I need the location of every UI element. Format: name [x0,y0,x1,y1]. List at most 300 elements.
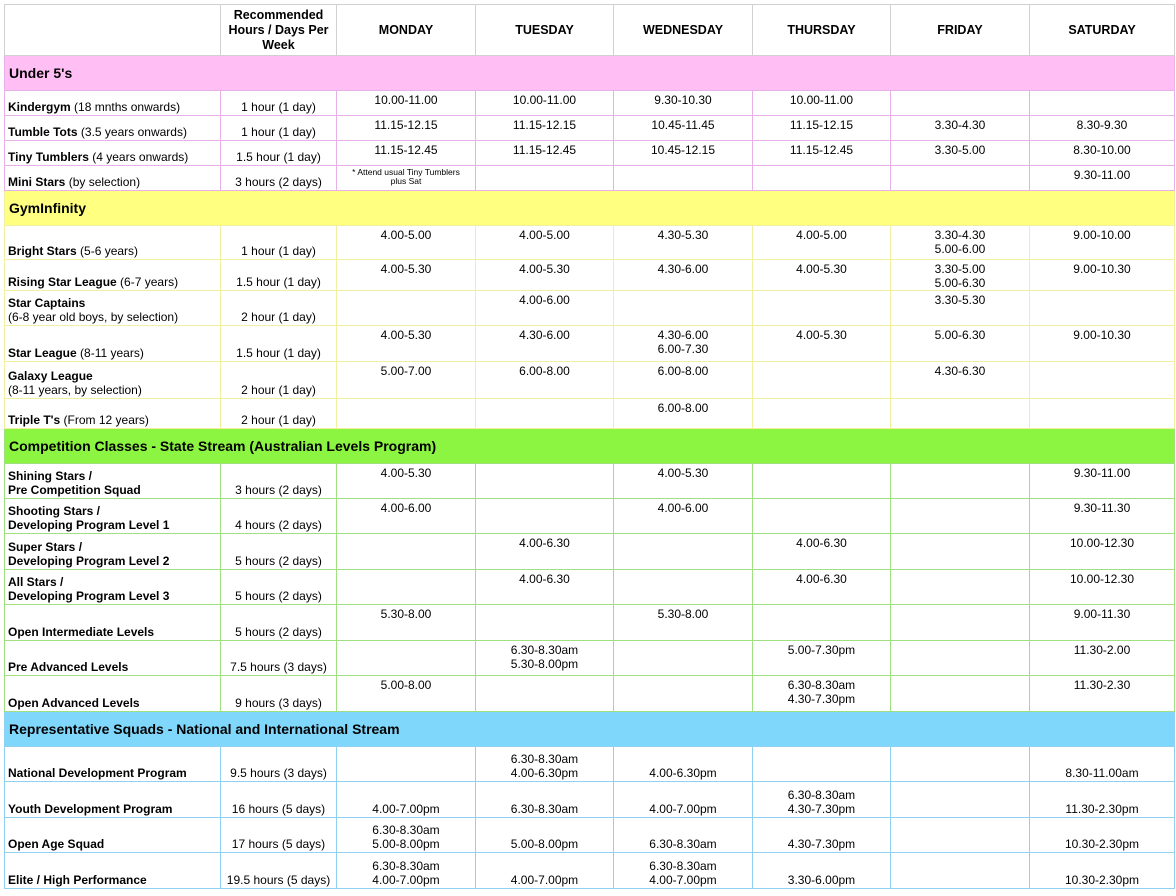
time-value: 4.00-5.30 [380,328,432,342]
time-cell-friday [891,570,1030,605]
time-cell-tuesday [476,291,614,326]
hours-value: 7.5 hours (3 days) [230,660,327,674]
time-cell-friday [891,166,1030,191]
time-cell-friday [891,399,1030,429]
hours-cell [221,534,337,570]
time-cell-tuesday [476,260,614,291]
time-cell-monday [337,91,476,116]
class-name: Open Intermediate Levels [8,625,155,639]
time-value: 4.30-7.30pm [787,837,856,851]
time-cell-friday [891,853,1030,889]
hours-cell [221,166,337,191]
hours-cell [221,464,337,499]
time-cell-monday [337,782,476,818]
time-value: 3.30-5.30 [934,293,986,307]
time-cell-saturday [1030,326,1175,362]
time-cell-thursday [753,399,891,429]
time-cell-wednesday [614,91,753,116]
time-cell-wednesday [614,605,753,641]
class-name: Super Stars / [8,540,83,554]
hours-value: 1.5 hour (1 day) [236,150,321,164]
time-value: 3.30-4.30 [934,228,986,242]
time-value: 4.00-5.00 [380,228,432,242]
hours-value: 5 hours (2 days) [235,589,322,603]
time-cell-saturday [1030,499,1175,534]
time-value: 3.30-6.00pm [787,873,856,887]
time-cell-thursday [753,641,891,676]
time-cell-friday [891,141,1030,166]
time-cell-saturday [1030,260,1175,291]
time-cell-thursday [753,326,891,362]
class-name-cell [5,570,221,605]
time-cell-thursday [753,853,891,889]
header-saturday: SATURDAY [1030,5,1175,56]
table-row [5,291,1175,326]
time-cell-wednesday [614,362,753,399]
time-value: 3.30-5.00 [934,262,986,276]
hours-value: 4 hours (2 days) [235,518,322,532]
time-value: 5.30-8.00 [657,607,709,621]
time-cell-saturday [1030,362,1175,399]
table-row [5,260,1175,291]
hours-value: 19.5 hours (5 days) [226,873,331,887]
time-value: 4.00-6.30 [796,572,847,586]
header-tuesday: TUESDAY [476,5,614,56]
time-cell-wednesday [614,676,753,712]
class-detail: (5-6 years) [80,244,139,258]
time-value: 4.00-5.30 [796,328,847,342]
time-cell-monday [337,499,476,534]
table-row [5,226,1175,260]
class-name-cell [5,782,221,818]
hours-value: 16 hours (5 days) [231,802,326,816]
class-name: Shining Stars / [8,469,93,483]
time-value: 9.00-10.30 [1073,262,1131,276]
time-value: 11.15-12.15 [512,118,577,132]
time-cell-saturday [1030,641,1175,676]
time-cell-tuesday [476,818,614,853]
hours-value: 17 hours (5 days) [231,837,326,851]
time-value: 9.00-10.00 [1073,228,1131,242]
class-name-cell [5,499,221,534]
time-value: 4.30-6.00 [657,262,709,276]
time-cell-thursday [753,141,891,166]
time-cell-friday [891,676,1030,712]
time-value: 6.00-7.30 [657,342,709,356]
time-value: 10.00-11.00 [374,93,438,107]
time-value: 4.00-6.30pm [510,766,579,780]
time-value: 4.00-5.30 [657,466,709,480]
time-value: 5.00-6.30 [934,276,986,290]
time-value: 5.00-8.00pm [510,837,579,851]
time-cell-friday [891,260,1030,291]
class-name: National Development Program [8,766,187,780]
time-value: 11.30-2.00 [1073,643,1131,657]
time-cell-saturday [1030,853,1175,889]
header-monday: MONDAY [337,5,476,56]
time-cell-friday [891,534,1030,570]
time-cell-tuesday [476,326,614,362]
class-name: Tiny Tumblers [8,150,89,164]
hours-cell [221,853,337,889]
time-value: 4.00-6.00 [657,501,709,515]
class-name-line2: Developing Program Level 3 [8,589,170,603]
time-value: 10.00-12.30 [1069,572,1135,586]
time-cell-thursday [753,362,891,399]
time-value: 4.00-6.30pm [649,766,717,780]
time-value: 4.00-7.00pm [649,802,717,816]
time-cell-monday [337,570,476,605]
class-name-cell [5,747,221,782]
time-cell-wednesday [614,499,753,534]
table-row [5,853,1175,889]
header-wednesday: WEDNESDAY [614,5,753,56]
time-value: 6.00-8.00 [519,364,570,378]
time-value: 4.00-5.30 [519,262,570,276]
class-name: Star League [8,346,77,360]
time-value: 6.30-8.30am [649,859,717,873]
time-value: 5.30-8.00pm [510,657,579,671]
hours-cell [221,260,337,291]
time-value: 10.45-11.45 [651,118,715,132]
time-value: 10.00-11.00 [789,93,854,107]
class-name-cell [5,399,221,429]
time-cell-thursday [753,226,891,260]
time-cell-monday [337,747,476,782]
time-value: 4.00-7.00pm [372,873,440,887]
time-cell-tuesday [476,362,614,399]
time-value: 11.15-12.45 [789,143,854,157]
time-cell-saturday [1030,782,1175,818]
class-name-line2: Pre Competition Squad [8,483,141,497]
time-cell-monday [337,166,476,191]
time-cell-tuesday [476,464,614,499]
time-cell-wednesday [614,291,753,326]
time-cell-saturday [1030,291,1175,326]
class-name-cell [5,818,221,853]
schedule-note: * Attend usual Tiny Tumblers [352,167,460,177]
time-value: 8.30-11.00am [1065,766,1139,780]
time-cell-thursday [753,291,891,326]
time-cell-thursday [753,570,891,605]
hours-value: 2 hour (1 day) [241,413,316,427]
class-name: Galaxy League [8,369,93,383]
time-cell-tuesday [476,399,614,429]
class-name: Mini Stars [8,175,66,189]
time-cell-tuesday [476,641,614,676]
class-name-cell [5,91,221,116]
time-value: 10.00-12.30 [1069,536,1135,550]
time-cell-saturday [1030,399,1175,429]
time-value: 6.00-8.00 [657,364,709,378]
table-row [5,641,1175,676]
hours-value: 1 hour (1 day) [241,125,316,139]
time-cell-saturday [1030,226,1175,260]
class-name-cell [5,676,221,712]
section-title: Representative Squads - National and International Stream [5,712,1175,747]
timetable [4,4,1175,889]
class-detail: (8-11 years) [80,346,144,360]
time-value: 4.00-5.30 [380,262,432,276]
time-cell-thursday [753,747,891,782]
time-value: 4.30-6.00 [657,328,709,342]
time-value: 9.30-11.00 [1073,466,1131,480]
hours-cell [221,499,337,534]
hours-cell [221,570,337,605]
hours-value: 1 hour (1 day) [241,244,316,258]
class-name-cell [5,260,221,291]
time-cell-thursday [753,116,891,141]
class-detail: (by selection) [68,175,141,189]
time-cell-monday [337,676,476,712]
time-cell-tuesday [476,676,614,712]
class-name: Youth Development Program [8,802,173,816]
class-name: Star Captains [8,296,86,310]
hours-value: 5 hours (2 days) [235,625,322,639]
time-value: 9.30-10.30 [654,93,712,107]
time-cell-saturday [1030,570,1175,605]
time-value: 5.00-6.00 [934,242,986,256]
time-cell-wednesday [614,116,753,141]
time-cell-saturday [1030,818,1175,853]
time-cell-thursday [753,605,891,641]
time-value: 5.30-8.00 [380,607,432,621]
class-name: Bright Stars [8,244,77,258]
class-detail: (From 12 years) [63,413,149,427]
timetable-body [5,56,1175,889]
time-cell-monday [337,326,476,362]
class-name: Pre Advanced Levels [8,660,129,674]
time-value: 6.30-8.30am [372,823,440,837]
table-row [5,676,1175,712]
time-cell-friday [891,605,1030,641]
time-value: 4.00-7.00pm [510,873,579,887]
time-value: 4.30-6.00 [519,328,570,342]
time-cell-saturday [1030,676,1175,712]
time-cell-thursday [753,782,891,818]
section-title: Competition Classes - State Stream (Australian Levels Program) [5,429,1175,464]
time-value: 4.00-5.00 [519,228,570,242]
time-cell-tuesday [476,116,614,141]
time-cell-monday [337,260,476,291]
time-cell-thursday [753,534,891,570]
header-blank [5,5,221,56]
hours-cell [221,399,337,429]
time-value: 4.30-6.30 [934,364,986,378]
time-value: 4.30-5.30 [657,228,709,242]
table-row [5,91,1175,116]
header-hours-line: Week [262,37,295,52]
time-value: 8.30-10.00 [1073,143,1131,157]
time-cell-monday [337,818,476,853]
time-cell-wednesday [614,570,753,605]
class-name-cell [5,362,221,399]
time-cell-wednesday [614,260,753,291]
class-detail: (3.5 years onwards) [80,125,187,139]
class-name-line2: Developing Program Level 2 [8,554,170,568]
time-cell-tuesday [476,534,614,570]
time-value: 11.15-12.45 [374,143,438,157]
time-cell-monday [337,399,476,429]
time-cell-saturday [1030,166,1175,191]
class-name-cell [5,141,221,166]
class-name-line2: Developing Program Level 1 [8,518,170,532]
table-row [5,782,1175,818]
class-name-cell [5,226,221,260]
time-cell-wednesday [614,464,753,499]
hours-cell [221,676,337,712]
class-name-cell [5,464,221,499]
table-row [5,326,1175,362]
header-row [5,5,1175,56]
time-value: 6.30-8.30am [510,802,579,816]
time-value: 4.30-7.30pm [787,802,856,816]
hours-value: 1.5 hour (1 day) [236,346,321,360]
header-friday: FRIDAY [891,5,1030,56]
table-row [5,570,1175,605]
time-value: 4.00-6.00 [380,501,432,515]
time-value: 11.15-12.15 [789,118,854,132]
hours-cell [221,226,337,260]
class-detail: (8-11 years, by selection) [8,383,142,397]
time-cell-tuesday [476,226,614,260]
time-cell-wednesday [614,818,753,853]
header-thursday: THURSDAY [753,5,891,56]
time-cell-friday [891,326,1030,362]
table-row [5,399,1175,429]
table-row [5,534,1175,570]
time-cell-thursday [753,464,891,499]
table-row [5,499,1175,534]
time-cell-thursday [753,818,891,853]
time-value: 5.00-7.30pm [787,643,856,657]
section-row [5,56,1175,91]
hours-cell [221,747,337,782]
table-row [5,464,1175,499]
time-value: 9.00-11.30 [1073,607,1131,621]
time-cell-wednesday [614,326,753,362]
time-cell-tuesday [476,141,614,166]
hours-value: 2 hour (1 day) [241,310,316,324]
class-name-cell [5,291,221,326]
time-cell-tuesday [476,91,614,116]
time-cell-monday [337,853,476,889]
time-cell-wednesday [614,641,753,676]
time-cell-saturday [1030,534,1175,570]
time-cell-wednesday [614,534,753,570]
time-value: 5.00-8.00pm [372,837,440,851]
hours-value: 9.5 hours (3 days) [230,766,327,780]
hours-cell [221,91,337,116]
time-cell-monday [337,641,476,676]
section-row [5,712,1175,747]
header-hours [221,5,337,56]
table-row [5,818,1175,853]
time-cell-saturday [1030,91,1175,116]
time-cell-tuesday [476,747,614,782]
time-cell-wednesday [614,226,753,260]
hours-value: 1 hour (1 day) [241,100,316,114]
time-value: 4.00-5.30 [796,262,847,276]
class-name-cell [5,853,221,889]
time-value: 5.00-6.30 [934,328,986,342]
class-name: Open Age Squad [8,837,105,851]
time-cell-friday [891,91,1030,116]
time-value: 9.00-10.30 [1073,328,1131,342]
table-row [5,141,1175,166]
time-cell-friday [891,782,1030,818]
time-value: 6.00-8.00 [657,401,709,415]
time-cell-thursday [753,499,891,534]
hours-value: 5 hours (2 days) [235,554,322,568]
section-row [5,191,1175,226]
time-cell-monday [337,534,476,570]
class-name: Triple T's [8,413,61,427]
time-value: 4.00-6.30 [519,572,570,586]
table-row [5,362,1175,399]
hours-cell [221,116,337,141]
time-value: 4.00-7.00pm [649,873,717,887]
time-value: 11.15-12.45 [512,143,577,157]
time-cell-monday [337,116,476,141]
time-cell-friday [891,116,1030,141]
time-value: 6.30-8.30am [649,837,717,851]
hours-value: 9 hours (3 days) [235,696,322,710]
time-cell-friday [891,362,1030,399]
class-name-cell [5,166,221,191]
hours-cell [221,605,337,641]
hours-cell [221,326,337,362]
time-cell-wednesday [614,141,753,166]
class-name: Rising Star League [8,275,117,289]
time-value: 10.30-2.30pm [1064,873,1140,887]
time-value: 6.30-8.30am [510,752,579,766]
time-value: 6.30-8.30am [372,859,440,873]
time-cell-wednesday [614,853,753,889]
time-cell-friday [891,641,1030,676]
time-cell-thursday [753,260,891,291]
time-cell-tuesday [476,605,614,641]
class-name: Shooting Stars / [8,504,101,518]
time-cell-wednesday [614,747,753,782]
time-value: 10.00-11.00 [512,93,577,107]
class-detail: (6-8 year old boys, by selection) [8,310,179,324]
time-cell-saturday [1030,605,1175,641]
time-cell-saturday [1030,747,1175,782]
time-cell-saturday [1030,464,1175,499]
class-detail: (4 years onwards) [92,150,189,164]
time-cell-wednesday [614,166,753,191]
header-hours-line: Recommended [233,7,324,22]
time-value: 4.00-6.30 [796,536,847,550]
class-name: Kindergym [8,100,71,114]
time-cell-tuesday [476,853,614,889]
section-title: GymInfinity [5,191,1175,226]
class-name-cell [5,605,221,641]
time-value: 8.30-9.30 [1076,118,1128,132]
hours-cell [221,362,337,399]
class-name-cell [5,641,221,676]
time-value: 5.00-7.00 [380,364,432,378]
time-cell-thursday [753,166,891,191]
table-row [5,166,1175,191]
time-cell-friday [891,818,1030,853]
time-value: 9.30-11.00 [1073,168,1131,182]
time-value: 4.00-6.00 [519,293,570,307]
hours-cell [221,818,337,853]
time-cell-tuesday [476,499,614,534]
time-value: 10.30-2.30pm [1064,837,1140,851]
